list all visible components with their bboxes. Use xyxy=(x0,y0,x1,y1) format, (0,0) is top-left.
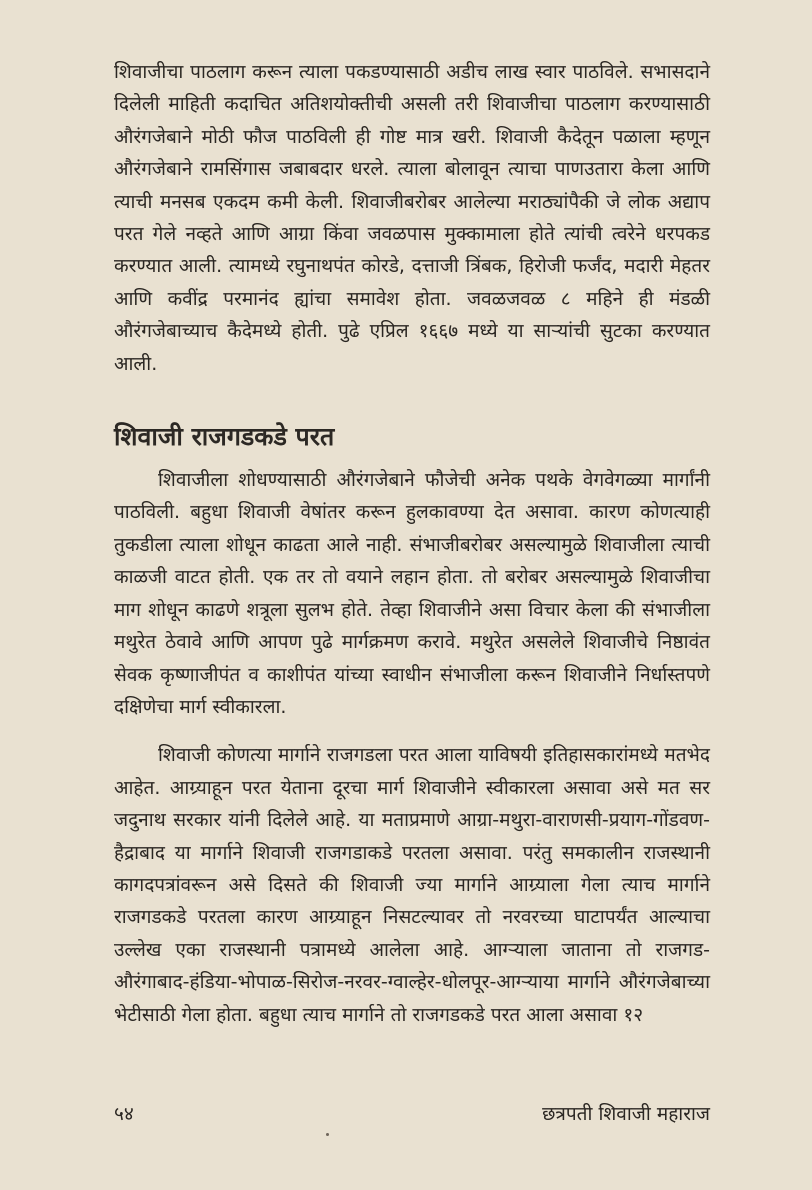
body-paragraph-3: शिवाजी कोणत्या मार्गाने राजगडला परत आला याविषयी इतिहासकारांमध्ये मतभेद आहेत. आग्र्याहून परत येताना दूरचा मार्ग शिवाजीने स्वीकारला असावा असे मत सर जदुनाथ सरकार यांनी दिलेले आहे. या मताप्रमाणे आग्रा-मथुरा-वाराणसी-प्रयाग-गोंडवण-हैद्राबाद या मार्गाने शिवाजी राजगडाकडे परतला असावा. परंतु समकालीन राजस्थानी कागदपत्रांवरून असे दिसते की शिवाजी ज्या मार्गाने आग्र्याला गेला त्याच मार्गाने राजगडकडे परतला कारण आग्र्याहून निसटल्यावर तो नरवरच्या घाटापर्यंत आल्याचा उल्लेख एका राजस्थानी पत्रामध्ये आलेला आहे. आग्ऱ्याला जाताना तो राजगड-औरंगाबाद-हंडिया-भोपाळ-सिरोज-नरवर-ग्वाल्हेर-धोलपूर-आग्ऱ्याया मार्गाने औरंगजेबाच्या भेटीसाठी गेला होता. बहुधा त्याच मार्गाने तो राजगडकडे परत आला असावा १२ xyxy=(114,744,710,1026)
body-paragraph-1: शिवाजीचा पाठलाग करून त्याला पकडण्यासाठी अडीच लाख स्वार पाठविले. सभासदाने दिलेली माहिती कदाचित अतिशयोक्तीची असली तरी शिवाजीचा पाठलाग करण्यासाठी औरंगजेबाने मोठी फौज पाठविली ही गोष्ट मात्र खरी. शिवाजी कैदेतून पळाला म्हणून औरंगजेबाने रामसिंगास जबाबदार धरले. त्याला बोलावून त्याचा पाणउतारा केला आणि त्याची मनसब एकदम कमी केली. शिवाजीबरोबर आलेल्या मराठ्यांपैकी जे लोक अद्याप परत गेले नव्हते आणि आग्रा किंवा जवळपास मुक्कामाला होते त्यांची त्वरेने धरपकड करण्यात आली. त्यामध्ये रघुनाथपंत कोरडे, दत्ताजी त्रिंबक, हिरोजी फर्जंद, मदारी मेहतर आणि कवींद्र परमानंद ह्यांचा समावेश होता. जवळजवळ ८ महिने ही मंडळी औरंगजेबाच्याच कैदेमध्ये होती. पुढे एप्रिल १६६७ मध्ये या साऱ्यांची सुटका करण्यात आली. xyxy=(114,61,710,375)
page-number: ५४ xyxy=(114,1103,134,1125)
paper-speck xyxy=(326,1133,329,1136)
body-paragraph-2: शिवाजीला शोधण्यासाठी औरंगजेबाने फौजेची अनेक पथके वेगवेगळ्या मार्गांनी पाठविली. बहुधा शिवाजी वेषांतर करून हुलकावण्या देत असावा. कारण कोणत्याही तुकडीला त्याला शोधून काढता आले नाही. संभाजीबरोबर असल्यामुळे शिवाजीला त्याची काळजी वाटत होती. एक तर तो वयाने लहान होता. तो बरोबर असल्यामुळे शिवाजीचा माग शोधून काढणे शत्रूला सुलभ होते. तेव्हा शिवाजीने असा विचार केला की संभाजीला मथुरेत ठेवावे आणि आपण पुढे मार्गक्रमण करावे. मथुरेत असलेले शिवाजीचे निष्ठावंत सेवक कृष्णाजीपंत व काशीपंत यांच्या स्वाधीन संभाजीला करून शिवाजीने निर्धास्तपणे दक्षिणेचा मार्ग स्वीकारला. xyxy=(114,469,710,718)
page-text-block xyxy=(114,56,710,1116)
section-heading: शिवाजी राजगडकडे परत xyxy=(114,422,335,452)
running-title: छत्रपती शिवाजी महाराज xyxy=(542,1103,710,1125)
